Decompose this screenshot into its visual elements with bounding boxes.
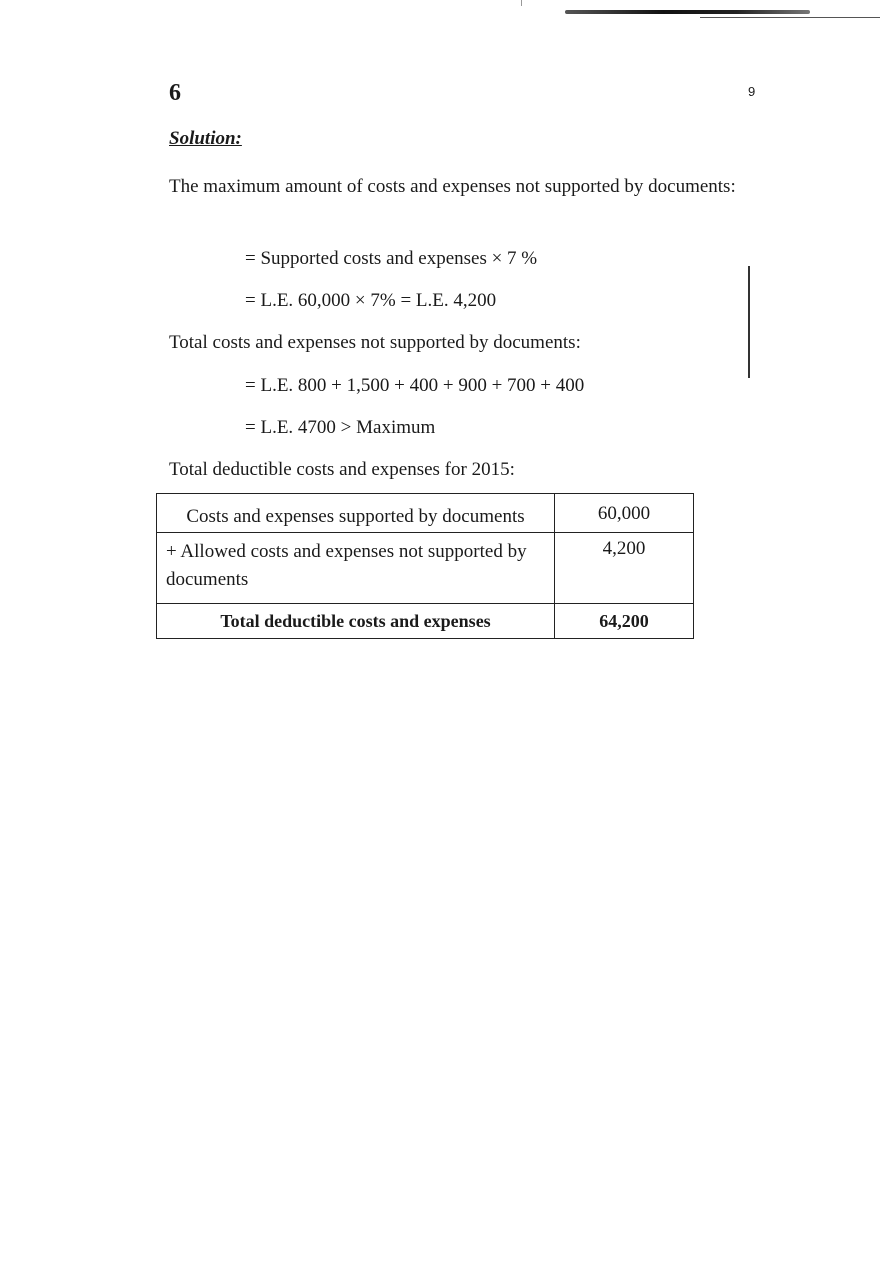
row-label-allowed: + Allowed costs and expenses not supported by documents	[166, 541, 527, 590]
unsupported-line-1: = L.E. 800 + 1,500 + 400 + 900 + 700 + 400	[245, 375, 585, 396]
total-label: Total deductible costs and expenses	[157, 604, 555, 639]
page-number-left: 6	[169, 80, 181, 106]
page-number-right: 9	[748, 84, 756, 99]
total-value: 64,200	[555, 604, 694, 639]
table-row	[157, 494, 694, 533]
row-label-supported: Costs and expenses supported by documents	[186, 506, 525, 527]
table-cell-value	[555, 533, 694, 604]
row-value-allowed: 4,200	[602, 538, 646, 559]
table-row	[157, 533, 694, 604]
unsupported-title: Total costs and expenses not supported by documents:	[169, 332, 581, 353]
deductible-title: Total deductible costs and expenses for 2015:	[169, 459, 515, 480]
table-total-row	[157, 604, 694, 639]
intro-paragraph: The maximum amount of costs and expenses not supported by documents:	[169, 176, 736, 197]
row-value-supported: 60,000	[597, 503, 651, 524]
scan-artifact-tick	[521, 0, 522, 6]
formula-line-1: = Supported costs and expenses × 7 %	[245, 248, 538, 269]
deductible-table	[156, 493, 694, 639]
scan-artifact-line	[565, 10, 810, 14]
scan-artifact-line-thin	[700, 17, 880, 18]
margin-bar	[748, 266, 750, 378]
unsupported-line-2: = L.E. 4700 > Maximum	[245, 417, 436, 438]
solution-heading: Solution:	[169, 128, 242, 149]
table-cell-label	[157, 533, 555, 604]
table-cell-value	[555, 494, 694, 533]
table-cell-label	[157, 494, 555, 533]
formula-line-2: = L.E. 60,000 × 7% = L.E. 4,200	[245, 290, 497, 311]
